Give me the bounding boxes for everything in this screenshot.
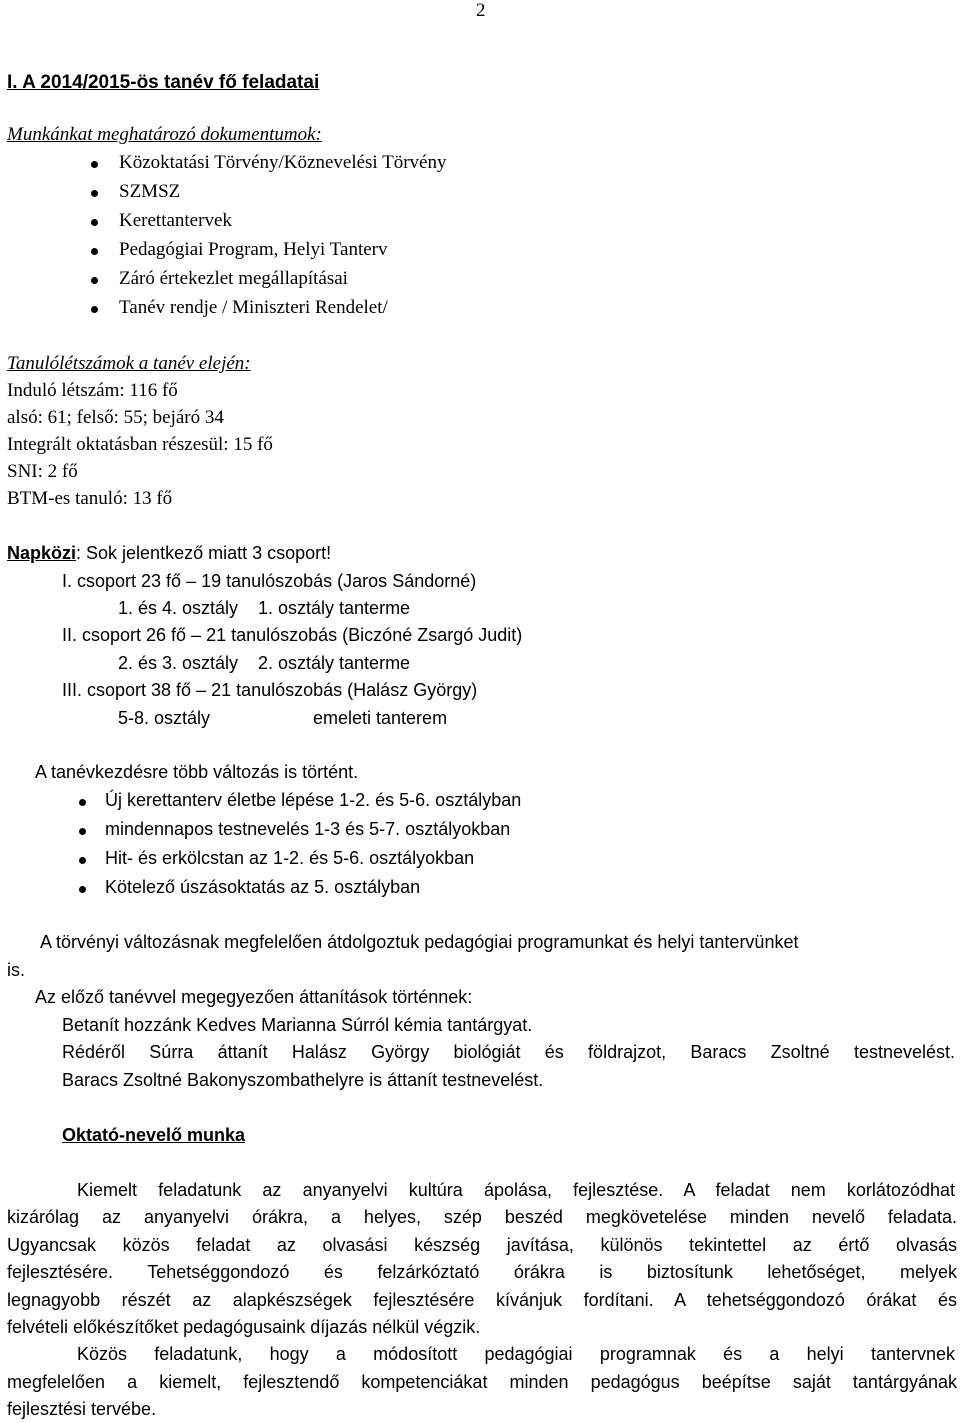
list-item: Záró értekezlet megállapításai bbox=[119, 268, 348, 289]
list-item: SZMSZ bbox=[119, 181, 181, 202]
work-paragraph-1-line: felvételi előkészítőket pedagógusaink díjazás nélkül végzik. bbox=[7, 1317, 481, 1337]
enrollment-line: Integrált oktatásban részesül: 15 fő bbox=[7, 434, 273, 455]
page-number: 2 bbox=[476, 0, 486, 21]
bullet-icon bbox=[91, 306, 98, 313]
list-item: Kötelező úszásoktatás az 5. osztályban bbox=[105, 877, 421, 897]
documents-title: Munkánkat meghatározó dokumentumok: bbox=[7, 124, 322, 145]
napkozi-group-2: II. csoport 26 fő – 21 tanulószobás (Biczóné Zsargó Judit) bbox=[62, 625, 523, 645]
work-paragraph-1-line: legnagyobb részét az alapkészségek fejlesztésére kívánjuk fordítani. A tehetséggondozó órákat és bbox=[7, 1290, 957, 1310]
work-paragraph-1-line: fejlesztésére. Tehetséggondozó és felzárkóztató órákra is biztosítunk lehetőséget, melyek bbox=[7, 1262, 957, 1282]
bullet-icon bbox=[91, 161, 98, 168]
napkozi-line bbox=[7, 543, 331, 564]
list-item: Hit- és erkölcstan az 1-2. és 5-6. osztályokban bbox=[105, 848, 475, 868]
napkozi-group-1-classes: 1. és 4. osztály bbox=[118, 598, 239, 618]
transfers-line: Rédéről Súrra áttanít Halász György biológiát és földrajzot, Baracs Zsoltné testnevelést. bbox=[62, 1042, 955, 1062]
work-paragraph-2-line: megfelelően a kiemelt, fejlesztendő kompetenciákat minden pedagógus beépítse saját tantárgyának bbox=[7, 1372, 957, 1392]
napkozi-group-1-room: 1. osztály tanterme bbox=[258, 598, 411, 618]
napkozi-group-2-room: 2. osztály tanterme bbox=[258, 653, 411, 673]
list-item: Tanév rendje / Miniszteri Rendelet/ bbox=[119, 297, 388, 318]
bullet-icon bbox=[79, 886, 86, 893]
work-paragraph-1-line: kizárólag az anyanyelvi órákra, a helyes, szép beszéd megkövetelése minden nevelő feladata. bbox=[7, 1207, 957, 1227]
bullet-icon bbox=[91, 190, 98, 197]
list-item: Közoktatási Törvény/Köznevelési Törvény bbox=[119, 152, 447, 173]
napkozi-group-3-classes: 5-8. osztály bbox=[118, 708, 211, 728]
enrollment-line: SNI: 2 fő bbox=[7, 461, 78, 482]
law-line-1: A törvényi változásnak megfelelően átdolgoztuk pedagógiai programunkat és helyi tantervünket bbox=[40, 932, 799, 952]
transfers-line: Baracs Zsoltné Bakonyszombathelyre is áttanít testnevelést. bbox=[62, 1070, 544, 1090]
bullet-icon bbox=[79, 857, 86, 864]
work-title: Oktató-nevelő munka bbox=[62, 1125, 246, 1145]
list-item: Új kerettanterv életbe lépése 1-2. és 5-6. osztályban bbox=[105, 790, 522, 810]
enrollment-line: Induló létszám: 116 fő bbox=[7, 380, 178, 401]
napkozi-text: : Sok jelentkező miatt 3 csoport! bbox=[76, 543, 332, 563]
law-line-2: is. bbox=[7, 960, 25, 980]
work-paragraph-1-line: Kiemelt feladatunk az anyanyelvi kultúra ápolása, fejlesztése. A feladat nem korlátozódhat bbox=[77, 1180, 955, 1200]
list-item: mindennapos testnevelés 1-3 és 5-7. osztályokban bbox=[105, 819, 511, 839]
enrollment-line: BTM-es tanuló: 13 fő bbox=[7, 488, 173, 509]
napkozi-label: Napközi bbox=[7, 543, 77, 563]
section-heading: I. A 2014/2015-ös tanév fő feladatai bbox=[7, 72, 320, 93]
napkozi-group-3-room: emeleti tanterem bbox=[313, 708, 448, 728]
work-paragraph-2-line: fejlesztési tervébe. bbox=[7, 1399, 157, 1419]
napkozi-group-3: III. csoport 38 fő – 21 tanulószobás (Halász György) bbox=[62, 680, 478, 700]
transfers-title: Az előző tanévvel megegyezően áttanítások történnek: bbox=[35, 987, 473, 1007]
enrollment-line: alsó: 61; felső: 55; bejáró 34 bbox=[7, 407, 224, 428]
list-item: Pedagógiai Program, Helyi Tanterv bbox=[119, 239, 388, 260]
work-paragraph-1-line: Ugyancsak közös feladat az olvasási készség javítása, különös tekintettel az értő olvasás bbox=[7, 1235, 957, 1255]
bullet-icon bbox=[91, 277, 98, 284]
transfers-line: Betanít hozzánk Kedves Marianna Súrról kémia tantárgyat. bbox=[62, 1015, 533, 1035]
bullet-icon bbox=[79, 828, 86, 835]
napkozi-group-1: I. csoport 23 fő – 19 tanulószobás (Jaros Sándorné) bbox=[62, 571, 477, 591]
bullet-icon bbox=[79, 799, 86, 806]
work-paragraph-2-line: Közös feladatunk, hogy a módosított pedagógiai programnak és a helyi tantervnek bbox=[77, 1344, 955, 1364]
bullet-icon bbox=[91, 248, 98, 255]
enrollment-title: Tanulólétszámok a tanév elején: bbox=[7, 353, 251, 374]
napkozi-group-2-classes: 2. és 3. osztály bbox=[118, 653, 239, 673]
changes-intro: A tanévkezdésre több változás is történt. bbox=[35, 762, 359, 782]
list-item: Kerettantervek bbox=[119, 210, 232, 231]
bullet-icon bbox=[91, 219, 98, 226]
